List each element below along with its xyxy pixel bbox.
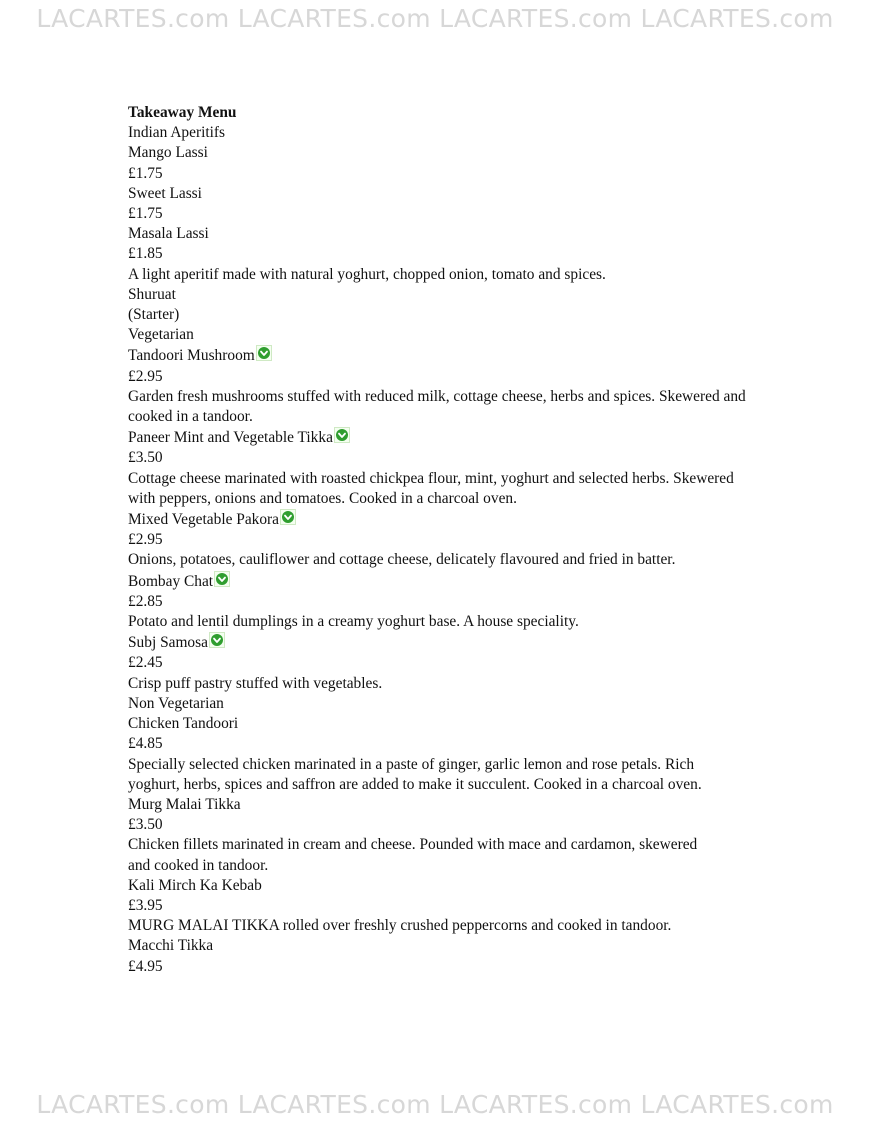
item-price-bombay-chat: £2.85 [128,592,163,610]
item-row-bombay-chat [128,571,748,592]
watermark-top: LACARTES.com LACARTES.com LACARTES.com LACARTES.com [36,4,834,33]
item-price-chicken-tandoori: £4.85 [128,735,163,753]
item-row-subj-samosa [128,632,748,653]
item-price-macchi-tikka: £4.95 [128,957,163,975]
item-name-macchi-tikka: Macchi Tikka [128,937,214,955]
item-desc-kali-mirch-kebab: MURG MALAI TIKKA rolled over freshly crushed peppercorns and cooked in tandoor. [128,917,672,935]
item-price-paneer-tikka: £3.50 [128,449,163,467]
item-name-tandoori-mushroom: Tandoori Mushroom [128,347,255,365]
item-name-subj-samosa: Subj Samosa [128,634,208,652]
item-price-kali-mirch-kebab: £3.95 [128,896,163,914]
item-desc-subj-samosa: Crisp puff pastry stuffed with vegetables. [128,674,383,692]
item-name-murg-malai-tikka: Murg Malai Tikka [128,795,241,813]
item-name-masala-lassi: Masala Lassi [128,225,209,243]
item-name-bombay-chat: Bombay Chat [128,572,214,590]
item-name-pakora: Mixed Vegetable Pakora [128,511,280,529]
item-desc-paneer-tikka: Cottage cheese marinated with roasted chickpea flour, mint, yoghurt and selected herbs. Skewered with peppers, onions and tomatoes. Cooked in a charcoal oven. [128,469,734,507]
item-price-mango-lassi: £1.75 [128,164,163,182]
section-heading-aperitifs: Indian Aperitifs [128,124,226,142]
item-row-pakora [128,509,748,530]
vegetarian-icon [256,345,272,361]
item-name-kali-mirch-kebab: Kali Mirch Ka Kebab [128,876,262,894]
item-name-sweet-lassi: Sweet Lassi [128,184,202,202]
section-heading-non-vegetarian: Non Vegetarian [128,694,224,712]
item-price-masala-lassi: £1.85 [128,245,163,263]
menu-document [128,103,748,977]
item-name-paneer-tikka: Paneer Mint and Vegetable Tikka [128,429,333,447]
item-price-pakora: £2.95 [128,531,163,549]
item-name-chicken-tandoori: Chicken Tandoori [128,715,239,733]
item-price-sweet-lassi: £1.75 [128,205,163,223]
vegetarian-icon [280,509,296,525]
item-name-mango-lassi: Mango Lassi [128,144,208,162]
item-price-tandoori-mushroom: £2.95 [128,367,163,385]
item-desc-tandoori-mushroom: Garden fresh mushrooms stuffed with reduced milk, cottage cheese, herbs and spices. Skewered and cooked in a tandoor. [128,387,746,426]
menu-title: Takeaway Menu [128,104,237,121]
section-heading-shuruat: Shuruat [128,285,176,303]
item-desc-chicken-tandoori: Specially selected chicken marinated in a paste of ginger, garlic lemon and rose petals. Rich yoghurt, herbs, spices and saffron are added to make it succulent. Cooked in a charcoal oven. [128,755,702,793]
item-desc-murg-malai-tikka: Chicken fillets marinated in cream and cheese. Pounded with mace and cardamon, skewered and cooked in tandoor. [128,836,698,874]
item-row-paneer-tikka [128,427,748,448]
vegetarian-icon [214,571,230,587]
item-row-tandoori-mushroom [128,345,748,366]
item-price-murg-malai-tikka: £3.50 [128,816,163,834]
vegetarian-icon [334,427,350,443]
item-desc-pakora: Onions, potatoes, cauliflower and cottage cheese, delicately flavoured and fried in batter. [128,551,676,569]
item-desc-masala-lassi: A light aperitif made with natural yoghurt, chopped onion, tomato and spices. [128,265,606,283]
section-heading-vegetarian: Vegetarian [128,326,194,344]
item-desc-bombay-chat: Potato and lentil dumplings in a creamy yoghurt base. A house speciality. [128,613,579,631]
watermark-bottom: LACARTES.com LACARTES.com LACARTES.com LACARTES.com [36,1090,834,1119]
vegetarian-icon [209,632,225,648]
section-subheading-starter: (Starter) [128,306,180,324]
item-price-subj-samosa: £2.45 [128,654,163,672]
